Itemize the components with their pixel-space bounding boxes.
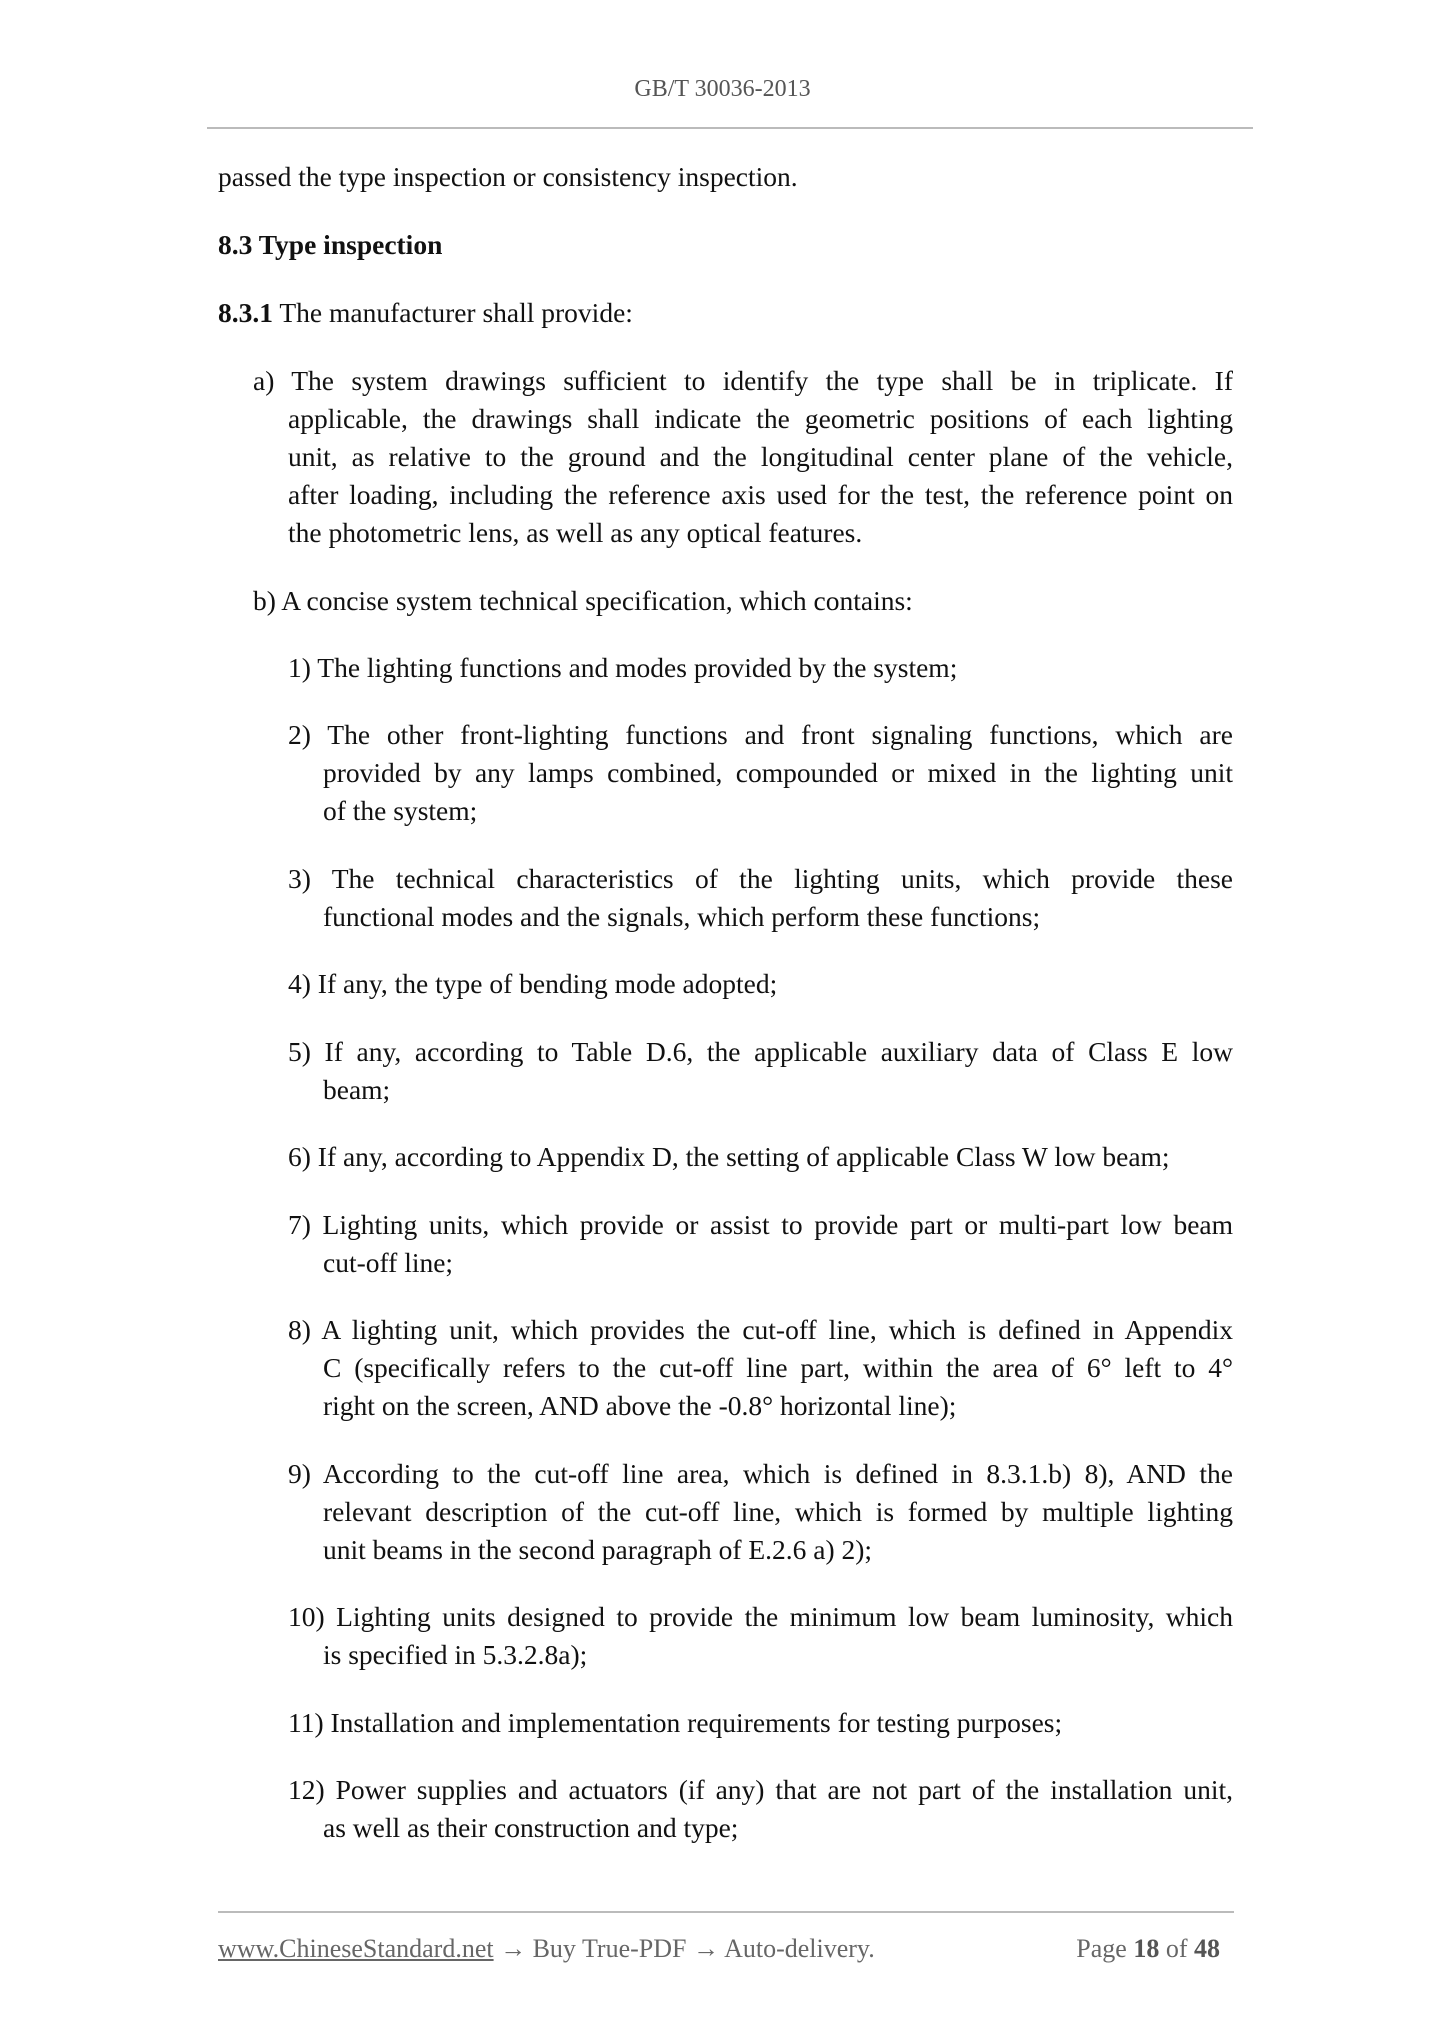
- sub-item-11: 11) Installation and implementation requirements for testing purposes;: [288, 1707, 1063, 1738]
- sub-item-7-line-1: 7) Lighting units, which provide or assist to provide part or multi-part low beam: [288, 1209, 1233, 1240]
- sub-item-5-line-1: 5) If any, according to Table D.6, the applicable auxiliary data of Class E low: [288, 1036, 1233, 1067]
- document-header: GB/T 30036-2013: [634, 76, 811, 102]
- arrow-icon: →: [493, 1934, 533, 1963]
- sub-item-3-line-2: functional modes and the signals, which perform these functions;: [323, 901, 1041, 932]
- sub-item-9-line-1: 9) According to the cut-off line area, which is defined in 8.3.1.b) 8), AND the: [288, 1458, 1233, 1489]
- sub-item-10-line-2: is specified in 5.3.2.8a);: [323, 1639, 588, 1670]
- item-b: b) A concise system technical specification, which contains:: [253, 585, 913, 616]
- sub-item-9-line-2: relevant description of the cut-off line, which is formed by multiple lighting: [323, 1496, 1233, 1527]
- sub-item-2-line-3: of the system;: [323, 795, 478, 826]
- clause-text: The manufacturer shall provide:: [273, 297, 633, 328]
- sub-item-9-line-3: unit beams in the second paragraph of E.2.6 a) 2);: [323, 1534, 873, 1565]
- item-a-line-4: after loading, including the reference axis used for the test, the reference point on: [288, 479, 1233, 510]
- footer-rule: [218, 1911, 1234, 1913]
- item-a-line-5: the photometric lens, as well as any optical features.: [288, 517, 863, 548]
- arrow-icon: →: [686, 1934, 725, 1963]
- page-total: 48: [1194, 1934, 1220, 1963]
- section-heading: 8.3 Type inspection: [218, 229, 443, 260]
- sub-item-12-line-1: 12) Power supplies and actuators (if any) that are not part of the installation unit,: [288, 1774, 1233, 1805]
- clause-number: 8.3.1: [218, 297, 273, 328]
- sub-item-2-line-2: provided by any lamps combined, compounded or mixed in the lighting unit: [323, 757, 1233, 788]
- sub-item-3-line-1: 3) The technical characteristics of the lighting units, which provide these: [288, 863, 1233, 894]
- page-indicator: [1076, 1932, 1220, 1966]
- sub-item-2-line-1: 2) The other front-lighting functions and front signaling functions, which are: [288, 719, 1233, 750]
- sub-item-5-line-2: beam;: [323, 1074, 391, 1105]
- sub-item-4: 4) If any, the type of bending mode adopted;: [288, 968, 778, 999]
- sub-item-8-line-3: right on the screen, AND above the -0.8° horizontal line);: [323, 1390, 957, 1421]
- sub-item-7-line-2: cut-off line;: [323, 1247, 454, 1278]
- sub-item-1: 1) The lighting functions and modes provided by the system;: [288, 652, 958, 683]
- clause-8-3-1: [218, 294, 633, 332]
- site-link[interactable]: www.ChineseStandard.net: [218, 1934, 494, 1963]
- header-rule: [207, 127, 1253, 129]
- page-label: Page: [1076, 1934, 1134, 1963]
- of-label: of: [1159, 1934, 1194, 1963]
- buy-true-pdf-text: Buy True-PDF: [532, 1934, 687, 1963]
- item-a-line-2: applicable, the drawings shall indicate the geometric positions of each lighting: [288, 403, 1233, 434]
- intro-line: passed the type inspection or consistency inspection.: [218, 161, 798, 192]
- item-a-line-1: a) The system drawings sufficient to identify the type shall be in triplicate. If: [253, 365, 1233, 396]
- sub-item-6: 6) If any, according to Appendix D, the setting of applicable Class W low beam;: [288, 1141, 1170, 1172]
- auto-delivery-text: Auto-delivery.: [724, 1934, 875, 1963]
- item-a-line-3: unit, as relative to the ground and the longitudinal center plane of the vehicle,: [288, 441, 1233, 472]
- footer-links: [218, 1932, 875, 1966]
- sub-item-8-line-2: C (specifically refers to the cut-off line part, within the area of 6° left to 4°: [323, 1352, 1233, 1383]
- sub-item-12-line-2: as well as their construction and type;: [323, 1812, 739, 1843]
- page-number: 18: [1133, 1934, 1160, 1963]
- sub-item-8-line-1: 8) A lighting unit, which provides the cut-off line, which is defined in Appendix: [288, 1314, 1233, 1345]
- sub-item-10-line-1: 10) Lighting units designed to provide the minimum low beam luminosity, which: [288, 1601, 1233, 1632]
